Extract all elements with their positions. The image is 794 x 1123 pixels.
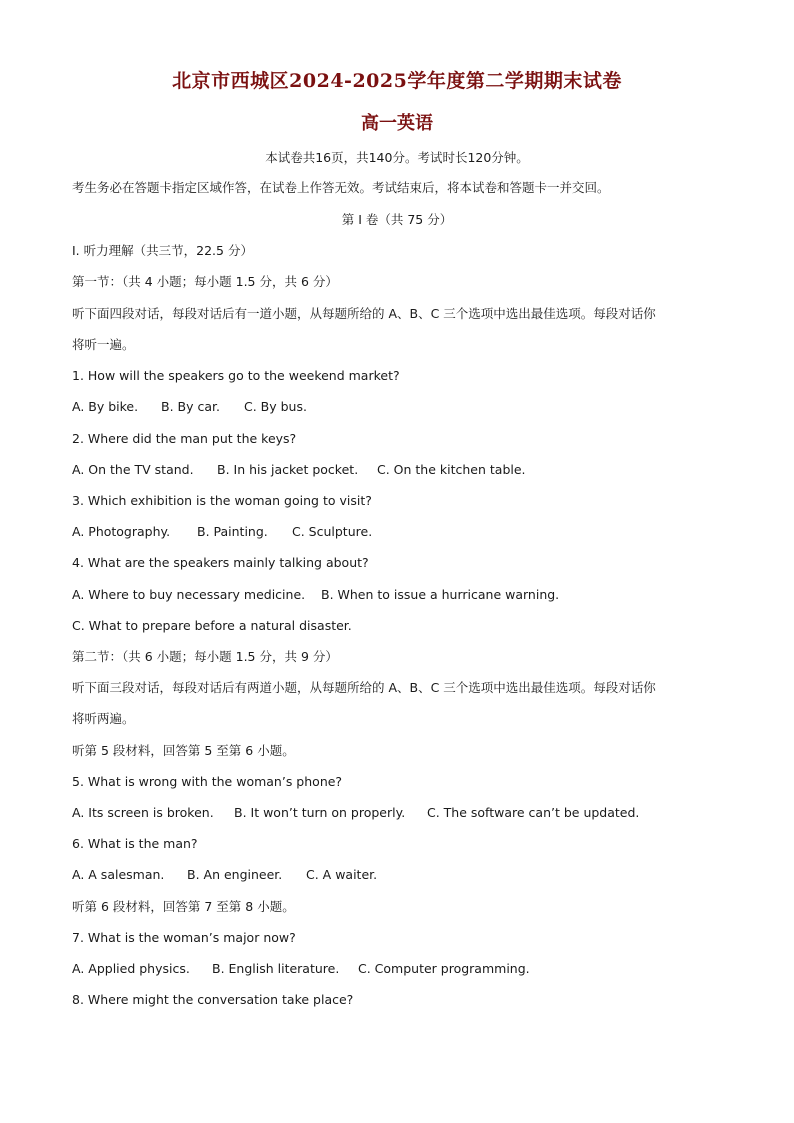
option-b: B. When to issue a hurricane warning. xyxy=(321,587,560,602)
option-a: A. Where to buy necessary medicine. xyxy=(72,587,306,602)
option-a: A. Its screen is broken. xyxy=(72,805,214,820)
option-a: A. On the TV stand. xyxy=(72,462,194,477)
option-b: B. In his jacket pocket. xyxy=(217,462,359,477)
option-c: C. Computer programming. xyxy=(358,961,530,976)
exam-instructions: 考生务必在答题卡指定区域作答，在试卷上作答无效。考试结束后，将本试卷和答题卡一并交回。 xyxy=(72,180,610,195)
exam-title: 北京市西城区2024-2025学年度第二学期期末试卷 xyxy=(172,70,622,92)
option-c: C. A waiter. xyxy=(306,867,378,882)
question-7: 7. What is the woman’s major now? xyxy=(72,930,296,945)
option-a: A. Photography. xyxy=(72,524,171,539)
exam-subject: 高一英语 xyxy=(361,113,433,134)
section1-instruction-cont: 将听一遍。 xyxy=(72,337,135,352)
option-c: C. Sculpture. xyxy=(292,524,373,539)
question-1-options xyxy=(72,398,732,416)
section1-heading: 第一节：（共 4 小题；每小题 1.5 分，共 6 分） xyxy=(72,274,338,289)
question-5: 5. What is wrong with the woman’s phone? xyxy=(72,774,343,789)
section2-instruction-cont: 将听两遍。 xyxy=(72,711,135,726)
volume-heading: 第 I 卷（共 75 分） xyxy=(341,212,453,227)
question-2: 2. Where did the man put the keys? xyxy=(72,431,297,446)
question-7-options xyxy=(72,960,732,978)
option-b: B. An engineer. xyxy=(187,867,283,882)
question-1: 1. How will the speakers go to the weekend market? xyxy=(72,368,400,383)
section2-heading: 第二节：（共 6 小题；每小题 1.5 分，共 9 分） xyxy=(72,649,338,664)
question-4-options xyxy=(72,586,732,604)
question-4: 4. What are the speakers mainly talking about? xyxy=(72,555,369,570)
question-5-options xyxy=(72,804,732,822)
question-3: 3. Which exhibition is the woman going to visit? xyxy=(72,493,372,508)
material-note: 听第 5 段材料，回答第 5 至第 6 小题。 xyxy=(72,743,295,758)
question-3-options xyxy=(72,523,732,541)
option-a: A. A salesman. xyxy=(72,867,165,882)
option-b: B. By car. xyxy=(161,399,220,414)
section2-instruction: 听下面三段对话，每段对话后有两道小题，从每题所给的 A、B、C 三个选项中选出最佳选项。每段对话你 xyxy=(72,680,656,695)
part-heading: I. 听力理解（共三节，22.5 分） xyxy=(72,243,253,258)
option-b: B. Painting. xyxy=(197,524,268,539)
option-c: C. By bus. xyxy=(244,399,307,414)
option-c: C. On the kitchen table. xyxy=(377,462,526,477)
option-a: A. Applied physics. xyxy=(72,961,190,976)
question-2-options xyxy=(72,461,732,479)
option-c: C. What to prepare before a natural disaster. xyxy=(72,618,352,633)
question-6: 6. What is the man? xyxy=(72,836,198,851)
option-a: A. By bike. xyxy=(72,399,139,414)
option-c: C. The software can’t be updated. xyxy=(427,805,640,820)
question-6-options xyxy=(72,866,732,884)
section1-instruction: 听下面四段对话，每段对话后有一道小题，从每题所给的 A、B、C 三个选项中选出最佳选项。每段对话你 xyxy=(72,306,656,321)
question-8: 8. Where might the conversation take place? xyxy=(72,992,354,1007)
option-b: B. English literature. xyxy=(212,961,340,976)
option-b: B. It won’t turn on properly. xyxy=(234,805,406,820)
exam-info-line: 本试卷共16页，共140分。考试时长120分钟。 xyxy=(265,150,529,165)
material-note: 听第 6 段材料，回答第 7 至第 8 小题。 xyxy=(72,899,295,914)
